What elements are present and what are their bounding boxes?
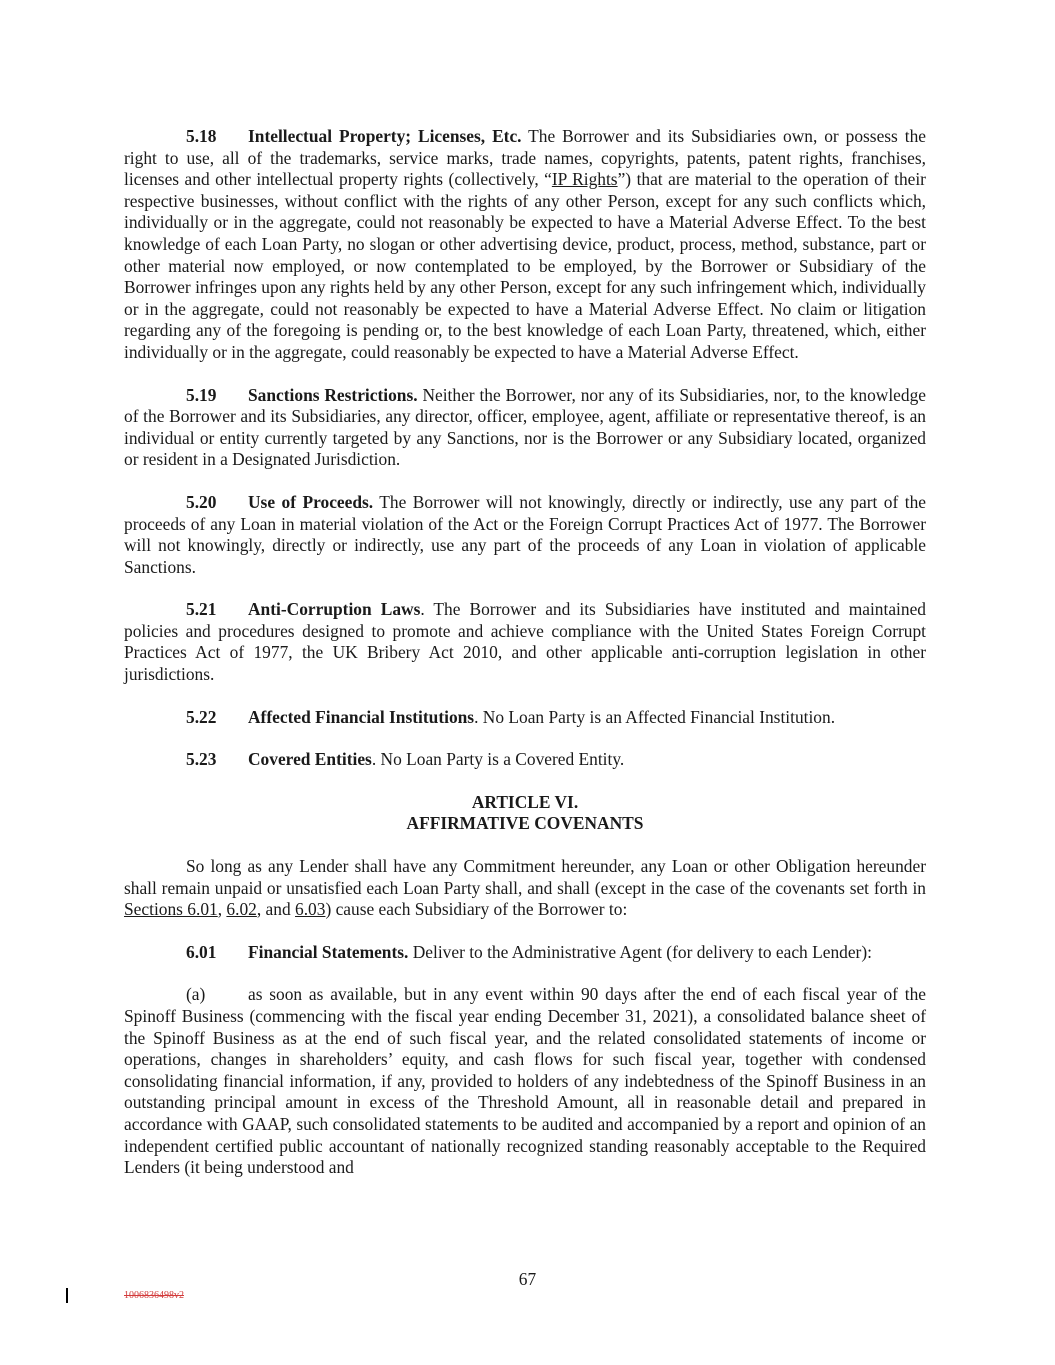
section-heading: Use of Proceeds. bbox=[248, 491, 374, 512]
section-text: . No Loan Party is a Covered Entity. bbox=[371, 749, 625, 770]
section-number: 5.23 bbox=[186, 749, 217, 770]
section-text: . No Loan Party is an Affected Financial Institution. bbox=[474, 706, 836, 727]
section-5-21 bbox=[124, 599, 926, 685]
section-number: 6.01 bbox=[186, 941, 217, 962]
section-number: 5.20 bbox=[186, 491, 217, 512]
article-title: ARTICLE VI. bbox=[471, 791, 579, 812]
section-reference: 6.02 bbox=[226, 899, 257, 920]
section-text: Deliver to the Administrative Agent (for delivery to each Lender): bbox=[408, 941, 872, 962]
separator: , bbox=[217, 899, 227, 920]
article-intro bbox=[124, 856, 926, 921]
section-number: 5.18 bbox=[186, 126, 217, 146]
article-heading bbox=[124, 792, 926, 835]
section-5-18 bbox=[124, 126, 926, 364]
section-heading: Sanctions Restrictions. bbox=[248, 384, 418, 405]
section-text: The Borrower and its Subsidiaries own, or possess the right to use, all of the trademarks, service marks, trade names, copyrights, patents, patent rights, franchises, licenses and other intellectual property rights (collectively, “ bbox=[124, 126, 926, 190]
section-number: 5.21 bbox=[186, 599, 217, 620]
section-6-01 bbox=[124, 942, 926, 964]
clause-label: (a) bbox=[186, 984, 206, 1005]
section-reference: 6.03 bbox=[295, 899, 326, 920]
article-subtitle: AFFIRMATIVE COVENANTS bbox=[406, 813, 644, 834]
document-id: 1006836498v2 bbox=[124, 1290, 184, 1301]
section-text: Neither the Borrower, nor any of its Subsidiaries, nor, to the knowledge of the Borrower and its Subsidiaries, any director, officer, employee, agent, affiliate or representative thereof, is an individual or entity currently targeted by any Sanctions, nor is the Borrower or any Subsidiary located, organized or resident in a Designated Jurisdiction. bbox=[124, 384, 927, 470]
section-text: ”) that are material to the operation of their respective businesses, without conflict with the rights of any other Person, except for any such conflicts which, individually or in the aggregate, could not reasonably be expected to have a Material Adverse Effect. To the best knowledge of each Loan Party, no slogan or other advertising device, product, process, method, substance, part or other material now employed, or now contemplated to be employed, by the Borrower or Subsidiary of the Borrower infringes upon any rights held by any other Person, except for any such infringement which, individually or in the aggregate, could not reasonably be expected to have a Material Adverse Effect. No claim or litigation regarding any of the foregoing is pending or, to the best knowledge of each Loan Party, threatened, which, either individually or in the aggregate, could reasonably be expected to have a Material Adverse Effect. bbox=[124, 169, 926, 362]
section-heading: Affected Financial Institutions bbox=[248, 706, 475, 727]
document-page bbox=[124, 126, 926, 1200]
clause-text: as soon as available, but in any event within 90 days after the end of each fiscal year of the Spinoff Business (commencing with the fiscal year ending December 31, 2021), a consolidated balance sheet of the Spinoff Business as at the end of such fiscal year, and the related consolidated statements of income or operations, changes in shareholders’ equity, and cash flows for such fiscal year, together with condensed consolidating financial information, if any, provided to holders of any indebtedness of the Spinoff Business in an outstanding principal amount in excess of the Threshold Amount, all in reasonable detail and prepared in accordance with GAAP, such consolidated statements to be audited and accompanied by a report and opinion of an independent certified public accountant of nationally recognized standing reasonably acceptable to the Required Lenders (it being understood and bbox=[124, 984, 926, 1178]
section-heading: Anti-Corruption Laws bbox=[248, 599, 421, 620]
section-5-19 bbox=[124, 385, 926, 471]
separator: , and bbox=[256, 899, 296, 920]
section-text: The Borrower will not knowingly, directly or indirectly, use any part of the proceeds of any Loan in material violation of the Act or the Foreign Corrupt Practices Act of 1977. The Borrower will not knowingly, directly or indirectly, use any part of the proceeds of any Loan in violation of applicable Sanctions. bbox=[124, 491, 926, 577]
section-heading: Intellectual Property; Licenses, Etc. bbox=[248, 126, 522, 146]
section-heading: Financial Statements. bbox=[248, 941, 409, 962]
section-number: 5.22 bbox=[186, 706, 217, 727]
section-heading: Covered Entities bbox=[248, 749, 372, 770]
page-number: 67 bbox=[518, 1269, 537, 1289]
section-5-23 bbox=[124, 749, 926, 771]
section-5-20 bbox=[124, 492, 926, 578]
change-bar bbox=[66, 1288, 68, 1303]
defined-term: IP Rights bbox=[551, 169, 618, 190]
intro-text: So long as any Lender shall have any Commitment hereunder, any Loan or other Obligation hereunder shall remain unpaid or unsatisfied each Loan Party shall, and shall (except in the case of the covenants set forth in bbox=[124, 856, 926, 898]
section-number: 5.19 bbox=[186, 384, 217, 405]
intro-text: ) cause each Subsidiary of the Borrower to: bbox=[325, 899, 628, 920]
section-5-22 bbox=[124, 707, 926, 729]
section-reference: Sections 6.01 bbox=[124, 899, 218, 920]
clause-a bbox=[124, 984, 926, 1178]
section-text: . The Borrower and its Subsidiaries have instituted and maintained policies and procedures designed to promote and achieve compliance with the United States Foreign Corrupt Practices Act of 1977, the UK Bribery Act 2010, and other applicable anti-corruption legislation in other jurisdictions. bbox=[124, 599, 926, 685]
